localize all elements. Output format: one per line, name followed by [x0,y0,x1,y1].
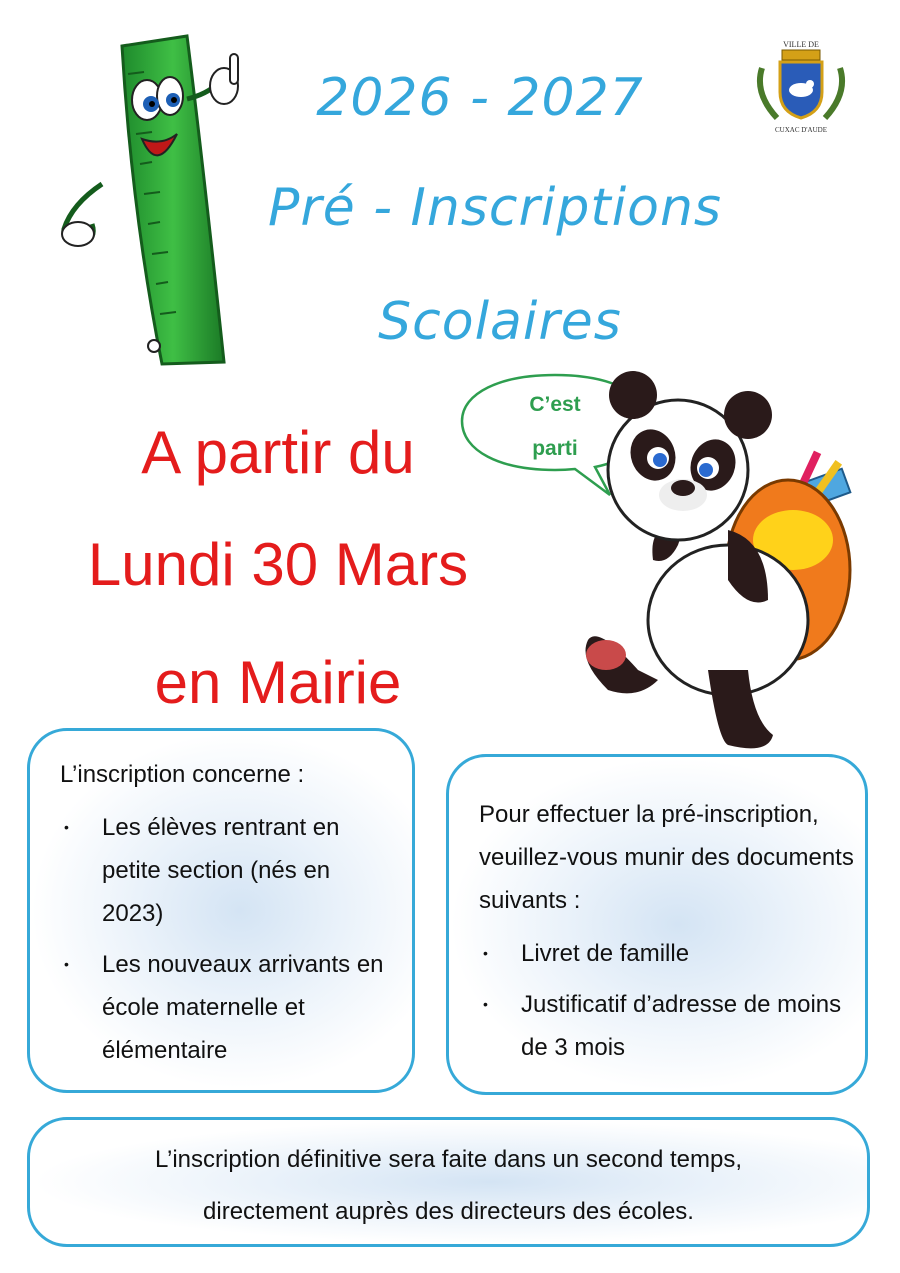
list-item: • Les élèves rentrant en petite section (nés en 2023) [60,806,392,935]
panda-illustration [578,370,870,758]
bullet-icon: • [483,945,488,961]
announcement-line3: en Mairie [154,649,402,716]
crest-top-text: VILLE DE [783,40,819,49]
list-item: • Justificatif d’adresse de moins de 3 mois [479,983,855,1069]
bullet-icon: • [64,956,69,972]
bottom-note-line1: L’inscription définitive sera faite dans un second temps, [154,1146,742,1173]
right-box-list [479,932,855,1069]
bubble-line2: parti [532,437,578,460]
crest-bottom-text: CUXAC D'AUDE [774,126,827,134]
bullet-icon: • [483,996,488,1012]
list-item: • Les nouveaux arrivants en école maternelle et élémentaire [60,943,392,1072]
inscription-concerns-box [27,728,415,1093]
list-item: • Livret de famille [479,932,855,975]
town-crest [748,40,854,136]
bubble-line1: C’est [529,393,581,416]
left-box-list [60,806,392,1072]
announcement-line2: Lundi 30 Mars [87,531,469,598]
school-year-title: 2026 - 2027 [316,68,644,128]
pre-inscriptions-title: Pré - Inscriptions [267,178,723,238]
right-box-intro: Pour effectuer la pré-inscription, veuillez-vous munir des documents suivants : [479,801,854,914]
announcement-line1: A partir du [141,419,415,486]
final-inscription-note-box [27,1117,870,1247]
required-documents-box [446,754,868,1095]
scolaires-title: Scolaires [378,292,622,352]
bottom-note-line2: directement auprès des directeurs des écoles. [203,1198,694,1225]
crest-emblem-icon [752,48,850,124]
left-box-intro: L’inscription concerne : [60,761,305,788]
bullet-icon: • [64,819,69,835]
